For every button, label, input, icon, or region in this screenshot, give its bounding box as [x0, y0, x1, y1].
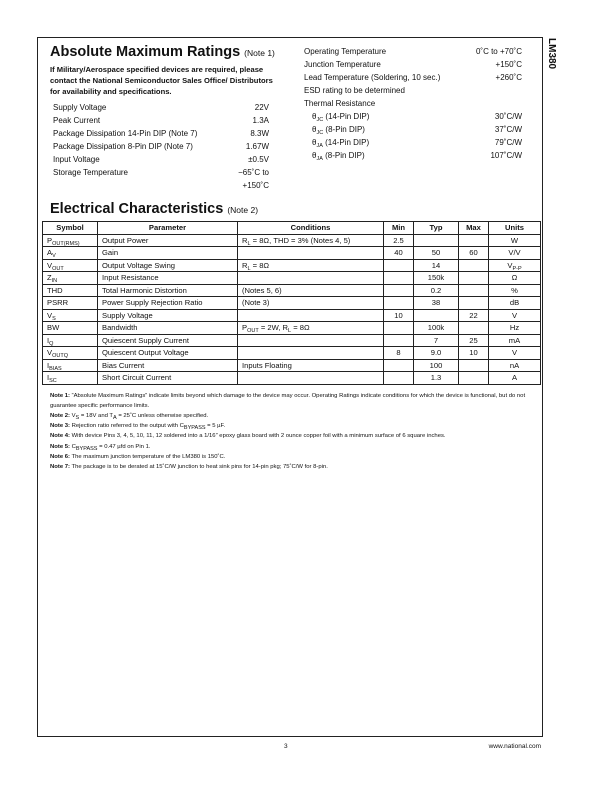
symbol-cell: $V_{OUTQ}$ [43, 347, 98, 360]
max-cell [459, 272, 489, 285]
amr-list-right [304, 45, 522, 162]
units-cell: V/V [489, 247, 541, 260]
rating-label: Package Dissipation 14-Pin DIP (Note 7) [53, 129, 198, 138]
parameter-cell: Gain [98, 247, 238, 260]
thermal-value: 107˚C/W [490, 151, 522, 160]
conditions-cell: (Notes 5, 6) [238, 284, 384, 297]
parameter-cell: Short Circuit Current [98, 372, 238, 385]
parameter-cell: Supply Voltage [98, 309, 238, 322]
footer-url[interactable]: www.national.com [488, 743, 541, 750]
ec-note: (Note 2) [227, 205, 259, 215]
rating-row [304, 58, 522, 71]
rating-value: 22V [254, 103, 269, 112]
column-header: Units [489, 222, 541, 235]
table-row [43, 234, 541, 247]
thermal-row [304, 136, 522, 149]
max-cell [459, 284, 489, 297]
min-cell [384, 359, 414, 372]
table-row [43, 284, 541, 297]
units-cell: V [489, 309, 541, 322]
ratings-left-column [42, 43, 275, 192]
rating-label: Junction Temperature [304, 60, 381, 69]
rating-row [304, 45, 522, 58]
conditions-cell [238, 347, 384, 360]
rating-value: ±0.5V [248, 155, 269, 164]
typ-cell: 0.2 [414, 284, 459, 297]
max-cell [459, 259, 489, 272]
conditions-cell [238, 334, 384, 347]
conditions-cell [238, 272, 384, 285]
thermal-row [304, 123, 522, 136]
page-content [42, 43, 540, 472]
table-row [43, 359, 541, 372]
min-cell [384, 297, 414, 310]
page-number: 3 [284, 743, 288, 750]
parameter-cell: Input Resistance [98, 272, 238, 285]
symbol-cell: THD [43, 284, 98, 297]
amr-list-left [50, 101, 269, 192]
military-warning: If Military/Aerospace specified devices are required, please contact the National Semiconductor Sales Office/ Distributors for availability and specifications. [50, 65, 273, 96]
rating-label: Storage Temperature [53, 168, 129, 177]
note-item: Note 2: $V_S = 18V$ and $T_A$ = 25˚C unless otherwise specified. [50, 412, 209, 421]
conditions-cell: (Note 3) [238, 297, 384, 310]
conditions-cell: $P_{OUT} = 2W$, $R_L = 8\Omega$ [238, 322, 384, 335]
max-cell: 10 [459, 347, 489, 360]
rating-value: 1.67W [245, 142, 269, 151]
table-row [43, 272, 541, 285]
units-cell: A [489, 372, 541, 385]
rating-label: Package Dissipation 8-Pin DIP (Note 7) [53, 142, 193, 151]
conditions-cell: $R_L = 8\Omega$ [238, 259, 384, 272]
min-cell: 40 [384, 247, 414, 260]
rating-row [53, 101, 269, 114]
typ-cell: 100k [414, 322, 459, 335]
table-row [43, 297, 541, 310]
thermal-value: 79˚C/W [494, 138, 522, 147]
thermal-value: 37˚C/W [494, 125, 522, 134]
conditions-cell: $R_L = 8\Omega$, THD = 3% (Notes 4, 5) [238, 234, 384, 247]
rating-row [53, 114, 269, 127]
thermal-value: 30˚C/W [494, 112, 522, 121]
parameter-cell: Output Power [98, 234, 238, 247]
max-cell: 22 [459, 309, 489, 322]
rating-row [53, 166, 269, 192]
symbol-cell: $I_Q$ [43, 334, 98, 347]
conditions-cell [238, 309, 384, 322]
max-cell [459, 234, 489, 247]
thermal-label: $\theta_{JA}$ (8-Pin DIP) [312, 151, 365, 162]
typ-cell: 1.3 [414, 372, 459, 385]
column-header: Typ [414, 222, 459, 235]
column-header: Min [384, 222, 414, 235]
parameter-cell: Total Harmonic Distortion [98, 284, 238, 297]
parameter-cell: Output Voltage Swing [98, 259, 238, 272]
rating-label: ESD rating to be determined [304, 86, 405, 95]
max-cell [459, 359, 489, 372]
typ-cell [414, 234, 459, 247]
max-cell [459, 372, 489, 385]
thermal-row [304, 110, 522, 123]
min-cell: 2.5 [384, 234, 414, 247]
parameter-cell: Power Supply Rejection Ratio [98, 297, 238, 310]
conditions-cell [238, 247, 384, 260]
max-cell: 60 [459, 247, 489, 260]
table-row [43, 322, 541, 335]
table-row [43, 309, 541, 322]
units-cell: nA [489, 359, 541, 372]
units-cell: W [489, 234, 541, 247]
parameter-cell: Quiescent Supply Current [98, 334, 238, 347]
note-item: Note 3: Rejection ratio referred to the output with $C_{BYPASS} = 5$ µF. [50, 423, 226, 432]
conditions-cell: Inputs Floating [238, 359, 384, 372]
typ-cell: 150k [414, 272, 459, 285]
electrical-characteristics-table [42, 221, 541, 385]
amr-note: (Note 1) [244, 48, 275, 58]
rating-label: Supply Voltage [53, 103, 107, 112]
units-cell: mA [489, 334, 541, 347]
symbol-cell: $I_{SC}$ [43, 372, 98, 385]
rating-row [53, 127, 269, 140]
units-cell: Hz [489, 322, 541, 335]
rating-label: Input Voltage [53, 155, 100, 164]
thermal-label: $\theta_{JC}$ (8-Pin DIP) [312, 125, 365, 136]
ec-title [50, 200, 540, 219]
note-item: Note 1: “Absolute Maximum Ratings” indicate limits beyond which damage to the device may occur. Operating Ratings indicate conditions for which the device is functional, but do not guarantee specific performance limits. [50, 392, 526, 409]
min-cell [384, 334, 414, 347]
rating-value: 8.3W [250, 129, 269, 138]
typ-cell: 14 [414, 259, 459, 272]
min-cell [384, 322, 414, 335]
rating-row [304, 71, 522, 84]
table-header-row [43, 222, 541, 235]
symbol-cell: $V_{OUT}$ [43, 259, 98, 272]
rating-value: +260˚C [495, 73, 522, 82]
table-row [43, 334, 541, 347]
min-cell [384, 259, 414, 272]
units-cell: % [489, 284, 541, 297]
ratings-right-column [304, 43, 522, 192]
symbol-cell: $A_V$ [43, 247, 98, 260]
typ-cell [414, 309, 459, 322]
rating-value: +150˚C [495, 60, 522, 69]
symbol-cell: $I_{BIAS}$ [43, 359, 98, 372]
conditions-cell [238, 372, 384, 385]
thermal-label: $\theta_{JC}$ (14-Pin DIP) [312, 112, 370, 123]
symbol-cell: PSRR [43, 297, 98, 310]
typ-cell: 100 [414, 359, 459, 372]
symbol-cell: BW [43, 322, 98, 335]
min-cell [384, 372, 414, 385]
rating-value: 0˚C to +70˚C [475, 47, 522, 56]
units-cell: $V_{P-P}$ [489, 259, 541, 272]
column-header: Parameter [98, 222, 238, 235]
column-header: Max [459, 222, 489, 235]
units-cell: dB [489, 297, 541, 310]
note-item: Note 5: $C_{BYPASS} = 0.47$ µfd on Pin 1. [50, 443, 151, 452]
rating-label: Thermal Resistance [304, 99, 376, 108]
min-cell: 10 [384, 309, 414, 322]
rating-label: Peak Current [53, 116, 101, 125]
table-row [43, 372, 541, 385]
side-part-label: LM380 [546, 38, 557, 70]
note-item: Note 4: With device Pins 3, 4, 5, 10, 11, 12 soldered into a 1/16″ epoxy glass board with 2 ounce copper foil with a minimum surface of 6 square inches. [50, 433, 446, 440]
rating-label: Lead Temperature (Soldering, 10 sec.) [304, 73, 441, 82]
max-cell [459, 322, 489, 335]
parameter-cell: Bias Current [98, 359, 238, 372]
parameter-cell: Quiescent Output Voltage [98, 347, 238, 360]
ec-title-text: Electrical Characteristics [50, 201, 224, 217]
rating-row [304, 97, 522, 110]
symbol-cell: $P_{OUT(RMS)}$ [43, 234, 98, 247]
rating-row [53, 140, 269, 153]
table-row [43, 347, 541, 360]
symbol-cell: $Z_{IN}$ [43, 272, 98, 285]
note-item: Note 7: The package is to be derated at 15˚C/W junction to heat sink pins for 14-pin pkg; 75˚C/W for 8-pin. [50, 463, 328, 470]
rating-value: 1.3A [252, 116, 269, 125]
rating-row [304, 84, 522, 97]
min-cell: 8 [384, 347, 414, 360]
symbol-cell: $V_S$ [43, 309, 98, 322]
rating-value: −65˚C to +150˚C [238, 168, 269, 190]
units-cell: V [489, 347, 541, 360]
typ-cell: 50 [414, 247, 459, 260]
note-item: Note 6: The maximum junction temperature of the LM380 is 150˚C. [50, 453, 226, 460]
ratings-section [42, 43, 540, 192]
thermal-label: $\theta_{JA}$ (14-Pin DIP) [312, 138, 370, 149]
rating-row [53, 153, 269, 166]
min-cell [384, 284, 414, 297]
table-row [43, 259, 541, 272]
column-header: Conditions [238, 222, 384, 235]
thermal-row [304, 149, 522, 162]
units-cell: Ω [489, 272, 541, 285]
column-header: Symbol [43, 222, 98, 235]
typ-cell: 38 [414, 297, 459, 310]
table-row [43, 247, 541, 260]
max-cell: 25 [459, 334, 489, 347]
parameter-cell: Bandwidth [98, 322, 238, 335]
max-cell [459, 297, 489, 310]
notes [50, 391, 540, 473]
typ-cell: 9.0 [414, 347, 459, 360]
min-cell [384, 272, 414, 285]
rating-label: Operating Temperature [304, 47, 387, 56]
amr-title-text: Absolute Maximum Ratings [50, 44, 241, 60]
amr-title [50, 43, 275, 62]
typ-cell: 7 [414, 334, 459, 347]
